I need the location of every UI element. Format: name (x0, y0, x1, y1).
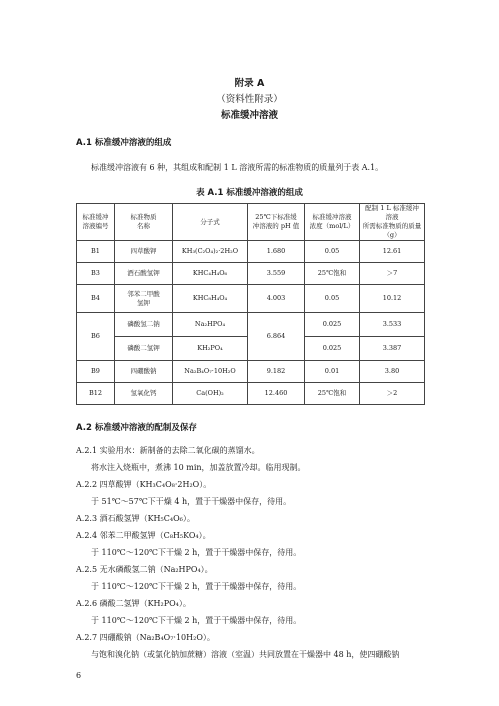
cell-ph: 4.003 (248, 285, 305, 313)
cell-conc: 0.025 (305, 313, 360, 337)
section-a2-heading: A.2 标准缓冲溶液的配制及保存 (76, 423, 197, 433)
cell-conc: 25℃饱和 (305, 383, 360, 405)
table-row (77, 285, 425, 313)
cell-mass: 3.533 (360, 313, 425, 337)
cell-mass: ＞2 (360, 383, 425, 405)
col-header-mass: 配制 1 L 标准缓冲溶液 所需标准物质的质量（g） (360, 204, 425, 241)
table-row (77, 313, 425, 337)
col-header-ph: 25℃下标准缓 冲溶液的 pH 值 (248, 204, 305, 241)
cell-mass: 3.80 (360, 361, 425, 383)
a2-item-1-detail: 将水注入烧瓶中，煮沸 10 min，加盖放置冷却。临用现制。 (91, 463, 306, 472)
cell-name: 邻苯二甲酸 氢钾 (115, 285, 173, 313)
cell-conc: 0.05 (305, 285, 360, 313)
col-header-conc: 标准缓冲溶液 浓度（mol/L） (305, 204, 360, 241)
appendix-title: 标准缓冲溶液 (220, 110, 278, 121)
a2-item-2: A.2.2 四草酸钾（KH₃C₄O₈·2H₂O）。 (76, 480, 212, 489)
a2-item-5: A.2.5 无水磷酸氢二钠（Na₂HPO₄）。 (76, 565, 213, 574)
cell-formula: KH₃(C₂O₄)₂·2H₂O (173, 241, 248, 263)
cell-formula: KH₂PO₄ (173, 337, 248, 361)
cell-ph: 9.182 (248, 361, 305, 383)
table-row (77, 383, 425, 405)
cell-ph: 3.559 (248, 263, 305, 285)
cell-mass: 10.12 (360, 285, 425, 313)
a2-item-1: A.2.1 实验用水：新制备的去除二氧化碳的蒸馏水。 (76, 446, 260, 455)
buffer-composition-table (76, 203, 425, 405)
cell-conc: 0.025 (305, 337, 360, 361)
cell-name: 磷酸二氢钾 (115, 337, 173, 361)
a2-item-6: A.2.6 磷酸二氢钾（KH₂PO₄）。 (76, 599, 191, 608)
a2-item-4-detail: 于 110℃～120℃下干燥 2 h，置于干燥器中保存，待用。 (91, 548, 302, 557)
table-row (77, 241, 425, 263)
cell-name: 酒石酸氢钾 (115, 263, 173, 285)
cell-mass: 3.387 (360, 337, 425, 361)
cell-formula: Ca(OH)₂ (173, 383, 248, 405)
cell-formula: Na₂HPO₄ (173, 313, 248, 337)
a2-item-5-detail: 于 110℃～120℃下干燥 2 h，置于干燥器中保存，待用。 (91, 582, 302, 591)
cell-ph: 6.864 (248, 313, 305, 361)
appendix-label: 附录 A (234, 78, 265, 89)
cell-ph: 12.460 (248, 383, 305, 405)
a2-item-2-detail: 于 51℃～57℃下干燥 4 h，置于干燥器中保存，待用。 (91, 497, 292, 506)
cell-conc: 0.01 (305, 361, 360, 383)
col-header-formula: 分子式 (173, 204, 248, 241)
a2-item-7: A.2.7 四硼酸钠（Na₂B₄O₇·10H₂O）。 (76, 633, 215, 642)
table-caption: 表 A.1 标准缓冲溶液的组成 (196, 188, 303, 198)
section-a1-intro: 标准缓冲溶液有 6 种，其组成和配制 1 L 溶液所需的标准物质的质量列于表 A.1。 (91, 163, 384, 172)
a2-item-6-detail: 于 110℃～120℃下干燥 2 h，置于干燥器中保存，待用。 (91, 616, 302, 625)
cell-mass: ＞7 (360, 263, 425, 285)
section-a1-heading: A.1 标准缓冲溶液的组成 (76, 138, 172, 148)
table-row (77, 263, 425, 285)
cell-no: B1 (77, 241, 115, 263)
cell-no: B4 (77, 285, 115, 313)
cell-formula: Na₂B₄O₇·10H₂O (173, 361, 248, 383)
cell-mass: 12.61 (360, 241, 425, 263)
cell-formula: KHC₈H₄O₄ (173, 285, 248, 313)
cell-no: B9 (77, 361, 115, 383)
cell-name: 四硼酸钠 (115, 361, 173, 383)
a2-item-7-detail: 与饱和溴化钠（或氯化钠加蔗糖）溶液（室温）共同放置在干燥器中 48 h，使四硼酸钠 (91, 650, 400, 659)
cell-name: 磷酸氢二钠 (115, 313, 173, 337)
cell-ph: 1.680 (248, 241, 305, 263)
cell-name: 四草酸钾 (115, 241, 173, 263)
cell-name: 氢氧化钙 (115, 383, 173, 405)
appendix-header (0, 76, 499, 124)
cell-formula: KHC₄H₄O₆ (173, 263, 248, 285)
appendix-nature: （资料性附录） (216, 94, 283, 105)
table-header-row (77, 204, 425, 241)
col-header-no: 标准缓冲 溶液编号 (77, 204, 115, 241)
a2-item-3: A.2.3 酒石酸氢钾（KH₅C₄O₆）。 (76, 514, 195, 523)
table-row (77, 361, 425, 383)
cell-conc: 25℃饱和 (305, 263, 360, 285)
cell-no: B12 (77, 383, 115, 405)
page-number: 6 (76, 671, 82, 680)
cell-no: B3 (77, 263, 115, 285)
col-header-name: 标准物质 名称 (115, 204, 173, 241)
a2-item-4: A.2.4 邻苯二甲酸氢钾（C₈H₅KO₄）。 (76, 531, 211, 540)
cell-conc: 0.05 (305, 241, 360, 263)
cell-no: B6 (77, 313, 115, 361)
